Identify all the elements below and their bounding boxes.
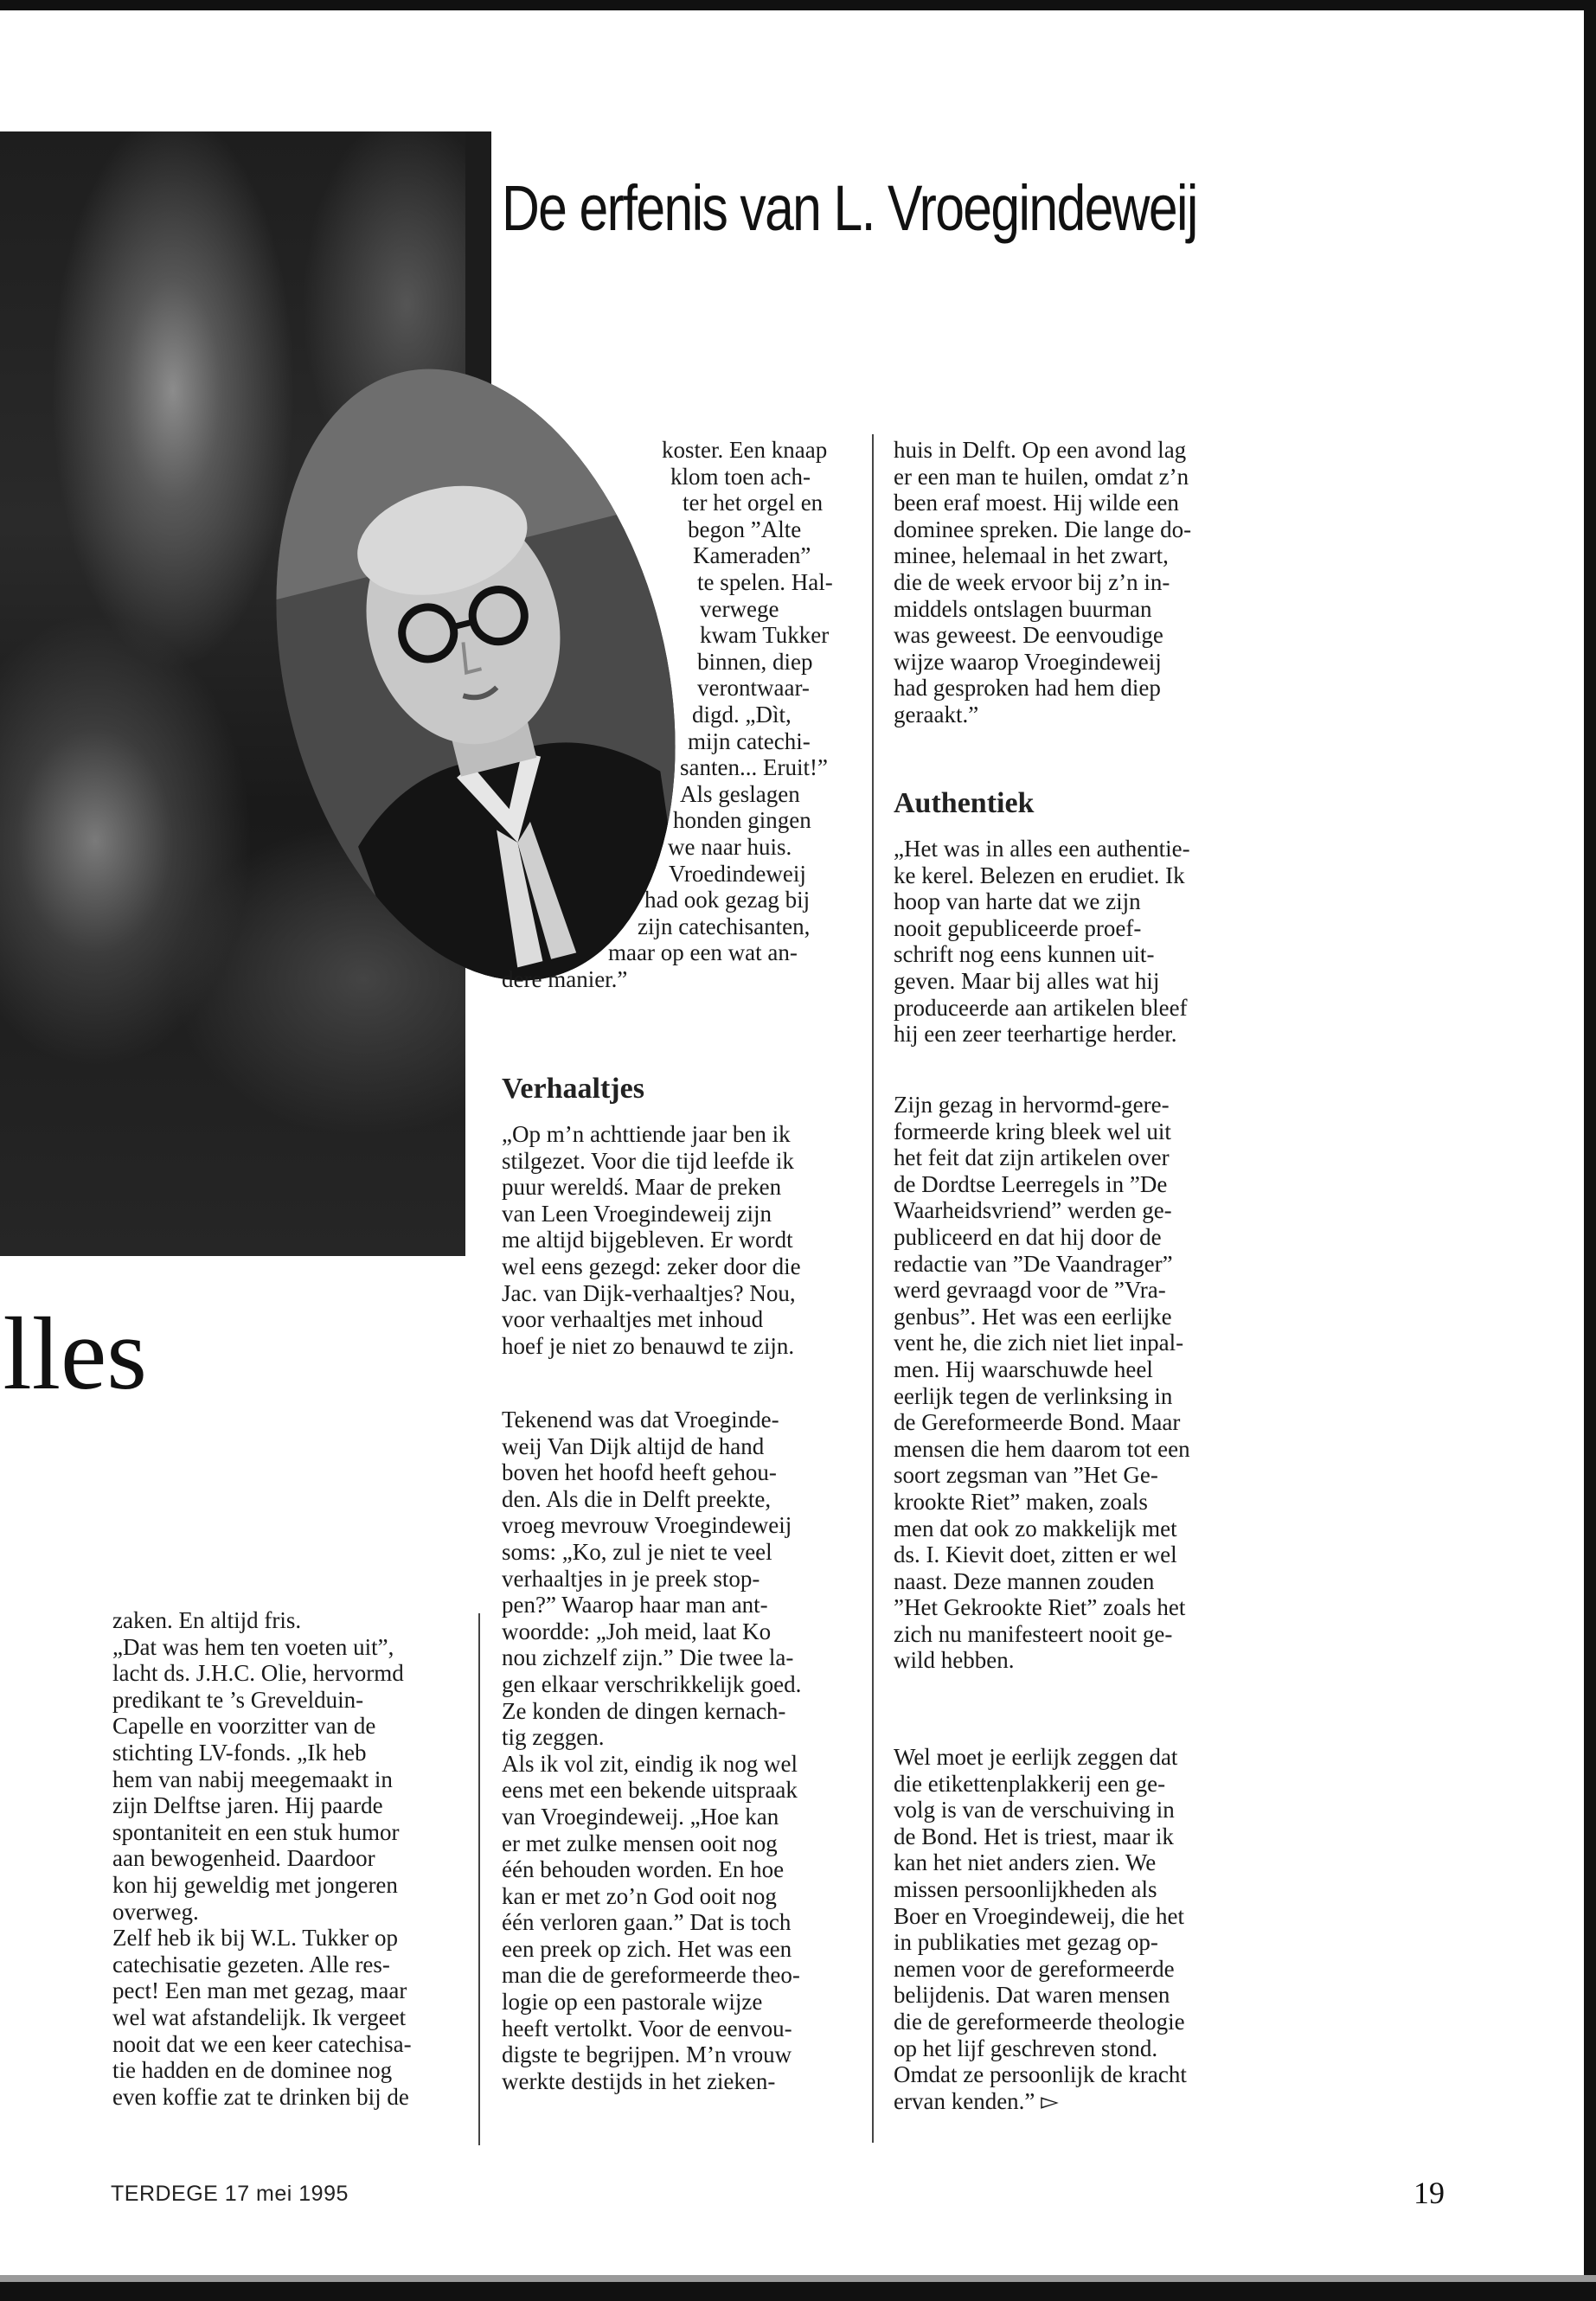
text-line: verontwaar- [697,675,810,702]
text-line: die etikettenplakkerij een ge- [894,1770,1166,1797]
text-line: spontaniteit en een stuk humor [112,1818,400,1845]
text-line: logie op een pastorale wijze [502,1989,763,2016]
text-line: zijn catechisanten, [638,913,811,939]
text-line: pen?” Waarop haar man ant- [502,1592,768,1618]
text-line: werkte destijds in het zieken- [502,2067,776,2094]
text-line: nooit gepubliceerde proef- [894,914,1142,941]
text-line: was geweest. De eenvoudige [894,622,1163,649]
text-line: stilgezet. Voor die tijd leefde ik [502,1147,794,1174]
background-photo-edge [465,131,491,391]
text-line: eerlijk tegen de verlinksing in [894,1382,1173,1409]
text-line: redactie van ”De Vaandrager” [894,1250,1173,1277]
text-line: ter het orgel en [683,490,824,516]
text-line: stichting LV-fonds. „Ik heb [112,1739,367,1766]
text-line: in publikaties met gezag op- [894,1929,1158,1956]
text-line: schrift nog eens kunnen uit- [894,941,1155,968]
text-line: publiceerd en dat hij door de [894,1223,1162,1250]
text-line: kan het niet anders zien. We [894,1849,1157,1876]
subhead-verhaaltjes: Verhaaltjes [502,1073,644,1105]
text-line: minee, helemaal in het zwart, [894,542,1169,569]
text-line: vent he, die zich niet liet inpal- [894,1330,1184,1356]
text-line: vroeg mevrouw Vroegindeweij [502,1512,792,1539]
text-line: Als geslagen [680,780,800,807]
text-line: zijn Delftse jaren. Hij paarde [112,1792,383,1819]
text-line: kon hij geweldig met jongeren [112,1871,398,1898]
text-line: dominee spreken. Die lange do- [894,516,1192,542]
text-line: Zijn gezag in hervormd-gere- [894,1092,1170,1118]
text-line: men dat ook zo makkelijk met [894,1515,1177,1541]
column-divider-1 [478,1613,480,2145]
text-line: hoef je niet zo benauwd te zijn. [502,1332,795,1359]
text-line: weij Van Dijk altijd de hand [502,1433,765,1459]
text-line: catechisatie gezeten. Alle res- [112,1951,390,1977]
text-line: wel wat afstandelijk. Ik vergeet [112,2003,407,2030]
text-line: een preek op zich. Het was een [502,1935,792,1962]
text-line: koster. Een knaap [662,437,828,463]
text-line: formeerde kring bleek wel uit [894,1118,1171,1144]
text-line: zich nu manifesteert nooit ge- [894,1620,1173,1647]
text-line: voor verhaaltjes met inhoud [502,1306,764,1333]
text-line: die de gereformeerde theologie [894,2008,1185,2035]
text-line: dere manier.” [502,966,628,992]
publication-footer: TERDEGE 17 mei 1995 [111,2182,349,2206]
text-line: predikant te ’s Grevelduin- [112,1686,364,1713]
col2-paragraph-1 [502,1121,801,1359]
text-line: Waarheidsvriend” werden ge- [894,1197,1172,1224]
text-line: had gesproken had hem diep [894,675,1161,702]
page-border-bottom [0,2282,1596,2301]
text-line: wild hebben. [894,1647,1015,1674]
text-line: hij een zeer teerhartige herder. [894,1021,1177,1048]
text-line: Ze konden de dingen kernach- [502,1697,786,1724]
text-line: Tekenend was dat Vroeginde- [502,1407,779,1433]
text-line: soms: „Ko, zul je niet te veel [502,1538,772,1565]
page-border-bottom-gray [0,2275,1596,2282]
text-line: huis in Delft. Op een avond lag [894,437,1187,463]
text-line: één verloren gaan.” Dat is toch [502,1909,792,1936]
text-line: even koffie zat te drinken bij de [112,2083,409,2110]
text-line: Boer en Vroegindeweij, die het [894,1902,1185,1929]
text-line: mijn catechi- [688,727,811,754]
text-line: maar op een wat an- [608,939,798,966]
text-line: de Bond. Het is triest, maar ik [894,1823,1174,1849]
text-line: één behouden worden. En hoe [502,1856,785,1883]
page-border-top [0,0,1596,10]
text-line: we naar huis. [668,834,792,860]
text-line: honden gingen [673,807,811,834]
text-line: belijdenis. Dat waren mensen [894,1982,1170,2009]
text-line: die de week ervoor bij z’n in- [894,568,1170,595]
partial-heading-text: lles [3,1306,147,1401]
text-line: Jac. van Dijk-verhaaltjes? Nou, [502,1279,796,1306]
text-line: hem van nabij meegemaakt in [112,1766,393,1792]
text-line: had ook gezag bij [644,887,811,913]
text-line: Wel moet je eerlijk zeggen dat [894,1744,1178,1770]
text-line: Kameraden” [693,542,811,569]
text-line: me altijd bijgebleven. Er wordt [502,1227,793,1253]
col1-text [112,1607,412,2110]
text-line: kwam Tukker [700,622,830,649]
text-line: „Dat was hem ten voeten uit”, [112,1633,394,1660]
text-line: van Vroegindeweij. „Hoe kan [502,1803,779,1830]
text-line: binnen, diep [697,648,813,675]
column-divider-2 [872,434,874,2143]
page-number: 19 [1413,2176,1445,2210]
text-line: den. Als die in Delft preekte, [502,1485,772,1512]
text-line: eens met een bekende uitspraak [502,1777,798,1804]
partial-heading-fragment [0,1306,147,1401]
text-line: ds. I. Kievit doet, zitten er wel [894,1541,1177,1568]
text-line: Capelle en voorzitter van de [112,1713,376,1740]
text-line: het feit dat zijn artikelen over [894,1144,1170,1171]
text-line: er met zulke mensen ooit nog [502,1830,778,1856]
text-line: begon ”Alte [688,516,802,542]
text-line: wel eens gezegd: zeker door die [502,1253,801,1279]
text-line: overweg. [112,1898,199,1925]
text-line: middels ontslagen buurman [894,595,1152,622]
text-line: Vroedindeweij [669,860,806,887]
page-border-right [1584,0,1596,2301]
text-line: pect! Een man met gezag, maar [112,1977,407,2004]
text-line: klom toen ach- [670,463,811,490]
text-line: woordde: „Joh meid, laat Ko [502,1618,772,1644]
col3-paragraph-2 [894,836,1190,1048]
col3-paragraph-4 [894,1744,1187,2114]
text-line: zaken. En altijd fris. [112,1607,302,1633]
text-line: digd. „Dìt, [692,702,792,727]
article-headline: De erfenis van L. Vroegindeweij [502,172,1197,244]
text-line: de Gereformeerde Bond. Maar [894,1409,1181,1436]
text-line: man die de gereformeerde theo- [502,1962,800,1989]
text-line: Zelf heb ik bij W.L. Tukker op [112,1925,398,1952]
text-line: er een man te huilen, omdat z’n [894,463,1189,490]
text-line: produceerde aan artikelen bleef [894,994,1188,1021]
text-line: boven het hoofd heeft gehou- [502,1459,777,1486]
text-line: been eraf moest. Hij wilde een [894,490,1179,516]
text-line: wijze waarop Vroegindeweij [894,648,1162,675]
text-line: „Op m’n achttiende jaar ben ik [502,1121,791,1147]
text-line: aan bewogenheid. Daardoor [112,1845,375,1872]
text-line: te spelen. Hal- [697,569,833,595]
text-line: krookte Riet” maken, zoals [894,1488,1148,1515]
text-line: missen persoonlijkheden als [894,1875,1157,1902]
text-line: kan er met zo’n God ooit nog [502,1882,777,1909]
text-line: werd gevraagd voor de ”Vra- [894,1277,1166,1304]
text-line: geven. Maar bij alles wat hij [894,967,1160,994]
text-line: gen elkaar verschrikkelijk goed. [502,1670,802,1697]
text-line: verhaaltjes in je preek stop- [502,1565,760,1592]
text-line: tie hadden en de dominee nog [112,2057,393,2084]
text-line: verwege [700,595,779,622]
subhead-authentiek: Authentiek [894,787,1035,819]
text-line: ervan kenden.” ▻ [894,2087,1059,2114]
text-line: geraakt.” [894,701,979,727]
text-line: soort zegsman van ”Het Ge- [894,1462,1158,1489]
text-line: volg is van de verschuiving in [894,1797,1175,1823]
text-line: de Dordtse Leerregels in ”De [894,1170,1168,1197]
text-line: ”Het Gekrookte Riet” zoals het [894,1594,1186,1621]
text-line: naast. Deze mannen zouden [894,1567,1155,1594]
text-line: nemen voor de gereformeerde [894,1955,1175,1982]
col2-wraparound-text [0,437,865,1042]
text-line: op het lijf geschreven stond. [894,2035,1158,2061]
text-line: van Leen Vroegindeweij zijn [502,1200,772,1227]
text-line: genbus”. Het was een eerlijke [894,1303,1172,1330]
text-line: hoop van harte dat we zijn [894,888,1141,915]
text-line: heeft vertolkt. Voor de eenvou- [502,2015,792,2041]
text-line: nooit dat we een keer catechisa- [112,2030,412,2057]
text-line: puur wereldś. Maar de preken [502,1174,782,1201]
text-line: digste te begrijpen. M’n vrouw [502,2041,792,2068]
text-line: santen... Eruit!” [680,754,828,781]
col3-paragraph-3 [894,1092,1190,1674]
text-line: men. Hij waarschuwde heel [894,1356,1153,1382]
text-line: Als ik vol zit, eindig ik nog wel [502,1750,798,1777]
col2-paragraph-2 [502,1407,801,2094]
text-line: Omdat ze persoonlijk de kracht [894,2061,1187,2088]
text-line: „Het was in alles een authentie- [894,836,1190,862]
text-line: mensen die hem daarom tot een [894,1435,1190,1462]
col3-paragraph-1 [894,437,1191,728]
text-line: lacht ds. J.H.C. Olie, hervormd [112,1660,404,1687]
text-line: ke kerel. Belezen en erudiet. Ik [894,862,1185,888]
text-line: tig zeggen. [502,1724,605,1751]
text-line: nou zichzelf zijn.” Die twee la- [502,1644,794,1671]
